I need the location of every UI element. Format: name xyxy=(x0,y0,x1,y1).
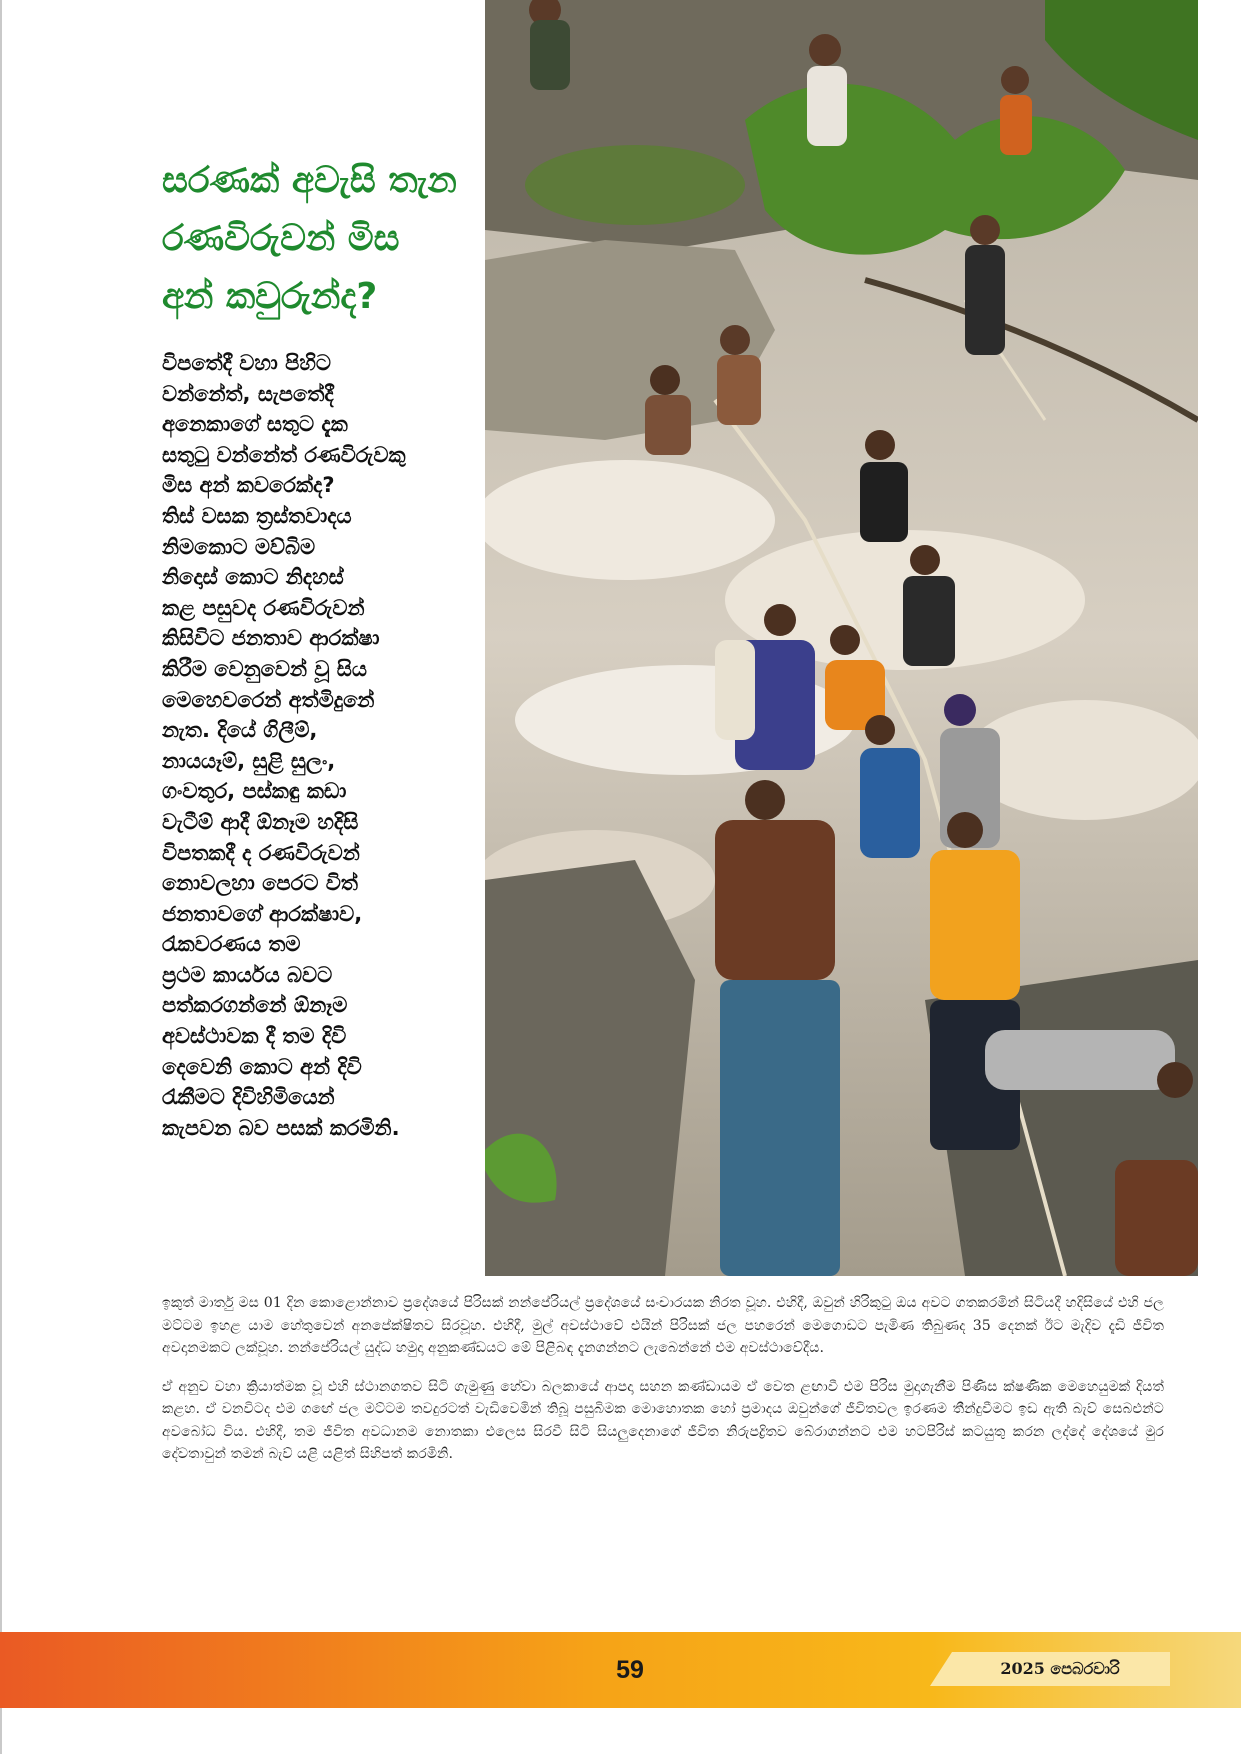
rock-bank-bottom xyxy=(485,860,695,1276)
body-paragraph-1: ඉකුත් මාර්තු මස 01 දින කොළොන්නාව ප්‍රදේශයේ පිරිසක් නන්පේරියල් ප්‍රදේශයේ සංචාරයක නිරත වූහ. එහිදී, ඔවුන් හිරිකුටු ඔය අවට ගතකරමින් සිටියදී හදිසියේ එහි ජල මට්ටම ඉහළ යාම හේතුවෙන් අනපේක්ෂිතව සිරවූහ. එහිදී, මුල් අවස්ථාවේ එයින් පිරිසක් ජල පහරෙන් මෙගොඩට පැමිණ තිබුණද 35 දෙනක් ඊට මැදිව දැඩි ජීවිත අවදානමකට ලක්වූහ. නන්පේරියල් යුද්ධ හමුදා අනුකණ්ඩයට මේ පිළිබඳ දැනගන්නට ලැබෙන්නේ එම අවස්ථාවේදීය. xyxy=(162,1295,1164,1356)
issue-date: 2025 පෙබරවාරි xyxy=(1000,1659,1120,1678)
article-body xyxy=(162,1292,1164,1482)
rescue-photo-illustration xyxy=(485,0,1198,1276)
rescue-photo xyxy=(485,0,1198,1276)
mossy-rock xyxy=(525,145,745,225)
article-headline: සරණක් අවැසි තැන රණවිරුවන් මිස අන් කවුරුන්ද? xyxy=(162,160,457,317)
foam-patch-1 xyxy=(485,460,775,580)
article-lead-paragraph: විපතේදී වහා පිහිට වන්නේත්, සැපතේදී අනෙකාගේ සතුට දැක සතුටු වන්නේත් රණවිරුවකු මිස අන් කවරෙක්ද? තිස් වසක ත්‍රස්තවාදය නිමකොට මව්බිම නිදොස් කොට නිදහස් කළ පසුවද රණවිරුවන් කිසිවිට ජනතාව ආරක්ෂා කිරීම වෙනුවෙන් වූ සිය මෙහෙවරෙන් අත්මිදුනේ නැත. දියේ ගිලීම්, නායයෑම්, සුළි සුලං, ගංවතුර, පස්කඳු කඩා වැටීම් ආදී ඕනෑම හදිසි විපතකදී ද රණවිරුවන් නොවලහා පෙරට විත් ජනතාවගේ ආරක්ෂාව, රැකවරණය තම ප්‍රථම කාර්යය බවට පත්කරගන්නේ ඕනෑම අවස්ථාවක දී තම දිවි දෙවෙනි කොට අන් දිවි රැකීමට දිවිහිමියෙන් කැපවන බව පසක් කරමිනි. xyxy=(162,351,406,1140)
body-paragraph-2: ඒ අනුව වහා ක්‍රියාත්මක වූ එහි ස්ථානගතව සිටි ගැමුණු හේවා බලකායේ ආපදා සහන කණ්ඩායම ඒ වෙත ළඟාවී එම පිරිස මුදාගැනීම පිණිස ක්ෂණික මෙහෙයුමක් දියත් කළහ. ඒ වනවිටද එම ගඟේ ජල මට්ටම තවදුරටත් වැඩිවෙමින් තිබූ පසුබිමක මොහොතක හෝ ප්‍රමාදය ඔවුන්ගේ ජීවිතවල ඉරණම තීන්දුවීමට ඉඩ ඇති බැව් සෙබළුන්ට අවබෝධ විය. එහිදී, තම ජීවිත අවධානම නොතකා එලෙස සිරවී සිටි සියලුදෙනාගේ ජීවිත නිරුපද්‍රිතව බේරාගන්නට එම හටපිරිස් කටයුතු කරන ලද්දේ දේශයේ මුර දේවතාවුන් තමන් බැව් යළි යළිත් සිහිපත් කරමිනි. xyxy=(162,1378,1164,1462)
page-left-border xyxy=(0,0,2,1754)
page-number: 59 xyxy=(616,1656,644,1684)
